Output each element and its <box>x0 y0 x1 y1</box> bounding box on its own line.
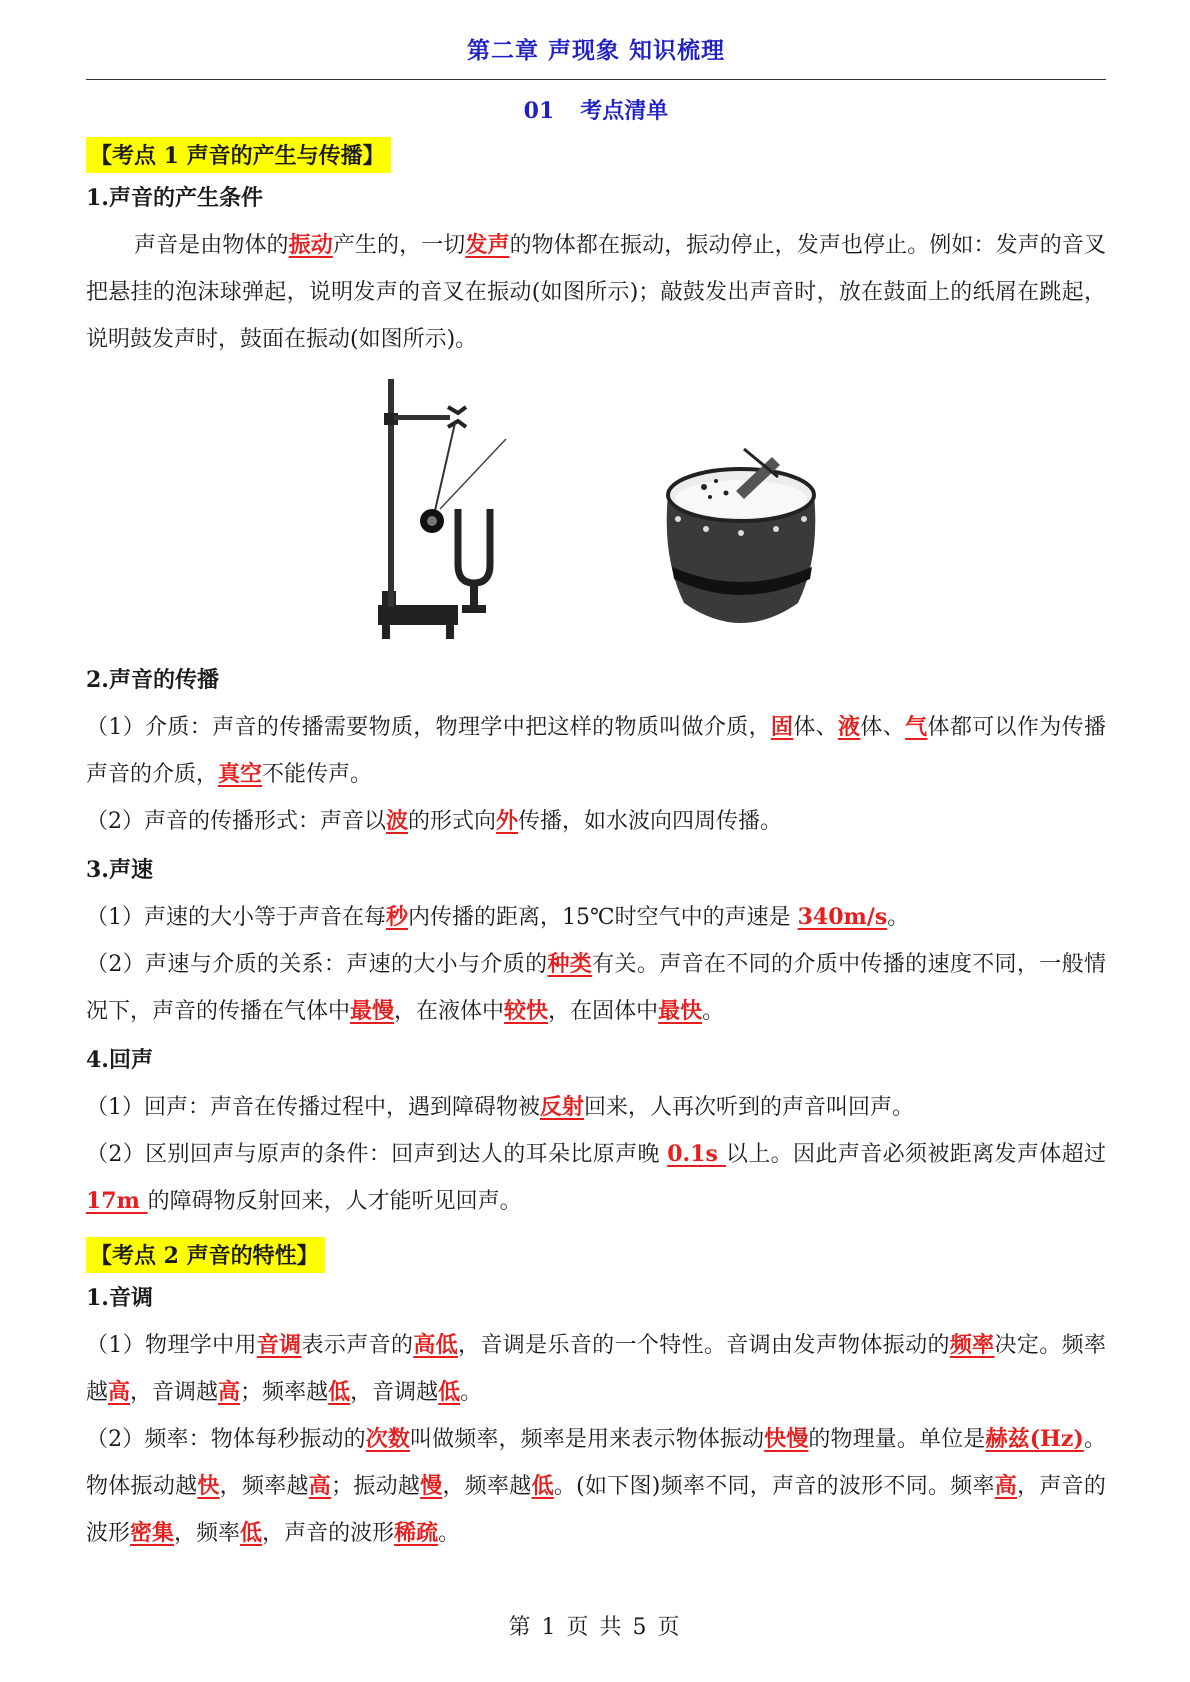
text-segment: ；振动越 <box>331 1474 421 1499</box>
text-segment: 不能传声。 <box>262 762 373 787</box>
text-segment: 。物体振动越 <box>86 1427 1106 1499</box>
answer-blank: 快慢 <box>764 1426 809 1452</box>
text-segment: 的形式向 <box>408 809 497 834</box>
text-segment: 表示声音的 <box>301 1333 414 1358</box>
kp1-s4-p1 <box>86 1084 1106 1131</box>
answer-blank: 音调 <box>256 1332 302 1358</box>
kp2-s1-title: 1.音调 <box>86 1285 153 1311</box>
text-segment: （2）声速与介质的关系：声速的大小与介质的 <box>86 952 548 977</box>
answer-blank: 17m <box>86 1188 148 1214</box>
answer-blank: 高 <box>994 1473 1018 1499</box>
text-segment: ，音调越 <box>350 1380 439 1405</box>
text-segment: 。(如下图)频率不同，声音的波形不同。频率 <box>553 1474 995 1499</box>
answer-blank: 慢 <box>420 1473 443 1499</box>
kp1-s4-p2 <box>86 1131 1106 1225</box>
text-segment: ，在固体中 <box>548 999 659 1024</box>
text-segment: 体、 <box>793 715 839 740</box>
text-segment: ，频率越 <box>442 1474 532 1499</box>
answer-blank: 稀疏 <box>394 1520 439 1546</box>
text-segment: 体、 <box>860 715 906 740</box>
text-segment: 的物理量。单位是 <box>808 1427 986 1452</box>
kp1-s3-title: 3.声速 <box>86 857 153 883</box>
kp1-s2-p2 <box>86 798 1106 845</box>
answer-blank: 最快 <box>658 998 703 1024</box>
answer-blank: 快 <box>197 1473 220 1499</box>
text-segment: 以上。因此声音必须被距离发声体超过 <box>725 1142 1106 1167</box>
text-segment: 声音是由物体的 <box>134 233 289 258</box>
answer-blank: 低 <box>438 1379 461 1405</box>
kp1-label: 【考点 1 声音的产生与传播】 <box>86 137 391 173</box>
answer-blank: 高低 <box>413 1332 459 1358</box>
answer-blank: 低 <box>531 1473 554 1499</box>
text-segment: 产生的，一切 <box>332 233 466 258</box>
answer-blank: 真空 <box>218 761 263 787</box>
answer-blank: 外 <box>496 808 519 834</box>
text-segment: 回来，人再次听到的声音叫回声。 <box>584 1095 915 1120</box>
page-title: 第二章 声现象 知识梳理 <box>466 37 725 64</box>
answer-blank: 种类 <box>547 951 593 977</box>
text-segment: （2）频率：物体每秒振动的 <box>86 1427 366 1452</box>
answer-blank: 340m/s <box>797 904 888 930</box>
kp1-s3-p2 <box>86 941 1106 1035</box>
text-segment: （1）物理学中用 <box>86 1333 257 1358</box>
answer-blank: 低 <box>240 1520 263 1546</box>
text-segment: 。 <box>702 999 725 1024</box>
answer-blank: 0.1s <box>667 1141 726 1167</box>
answer-blank: 高 <box>308 1473 332 1499</box>
section-title <box>86 94 1106 125</box>
header-divider <box>86 79 1106 80</box>
text-segment: ；频率越 <box>240 1380 329 1405</box>
text-segment: 叫做频率，频率是用来表示物体振动 <box>409 1427 765 1452</box>
text-segment: ，在液体中 <box>394 999 505 1024</box>
answer-blank: 密集 <box>130 1520 175 1546</box>
text-segment: 。 <box>887 905 910 930</box>
text-segment: 的障碍物反射回来，人才能听见回声。 <box>147 1189 522 1214</box>
text-segment: 有关。声音在不同的介质中传播的速度不同，一般情况下，声音的传播在气体中 <box>86 952 1106 1024</box>
text-segment: ，声音的波形 <box>86 1474 1106 1546</box>
kp2-s1-p1 <box>86 1322 1106 1416</box>
answer-blank: 高 <box>108 1379 131 1405</box>
answer-blank: 秒 <box>386 904 409 930</box>
kp1-s2-title: 2.声音的传播 <box>86 667 219 693</box>
answer-blank: 固 <box>770 714 794 740</box>
document-page <box>86 0 1106 1557</box>
section-name: 考点清单 <box>580 98 669 124</box>
page-footer: 第 1 页 共 5 页 <box>508 1615 682 1640</box>
text-segment: ，音调是乐音的一个特性。音调由发声物体振动的 <box>458 1333 950 1358</box>
text-segment: （2）声音的传播形式：声音以 <box>86 809 386 834</box>
text-segment: ，音调越 <box>130 1380 219 1405</box>
kp2-s1-p2 <box>86 1416 1106 1557</box>
figure-row <box>86 369 1106 655</box>
kp1-s1-p1 <box>86 222 1106 363</box>
kp1-s3-p1 <box>86 894 1106 941</box>
answer-blank: 次数 <box>365 1426 410 1452</box>
answer-blank: 赫兹(Hz) <box>985 1426 1084 1452</box>
section-number: 01 <box>523 98 555 124</box>
text-segment: 。 <box>460 1380 483 1405</box>
answer-blank: 反射 <box>540 1094 585 1120</box>
text-segment: 传播，如水波向四周传播。 <box>518 809 783 834</box>
text-segment: 决定。频率越 <box>86 1333 1106 1405</box>
answer-blank: 低 <box>328 1379 351 1405</box>
text-segment: 内传播的距离，15℃时空气中的声速是 <box>408 905 798 930</box>
kp2-label: 【考点 2 声音的特性】 <box>86 1237 325 1273</box>
answer-blank: 高 <box>218 1379 241 1405</box>
kp1-s4-title: 4.回声 <box>86 1047 153 1073</box>
answer-blank: 频率 <box>949 1332 995 1358</box>
text-segment: ，频率 <box>174 1521 241 1546</box>
drum-figure <box>656 447 826 637</box>
answer-blank: 较快 <box>504 998 549 1024</box>
kp1-s1-title: 1.声音的产生条件 <box>86 185 263 211</box>
answer-blank: 气 <box>905 714 928 740</box>
text-segment: （1）介质：声音的传播需要物质，物理学中把这样的物质叫做介质， <box>86 715 771 740</box>
text-segment: （1）回声：声音在传播过程中，遇到障碍物被 <box>86 1095 540 1120</box>
text-segment: （1）声速的大小等于声音在每 <box>86 905 386 930</box>
text-segment: 的物体都在振动，振动停止，发声也停止。例如：发声的音叉把悬挂的泡沫球弹起，说明发声的音叉在振动(如图所示)；敲鼓发出声音时，放在鼓面上的纸屑在跳起，说明鼓发声时，鼓面在振动(如图所示)。 <box>86 233 1106 352</box>
kp1-s2-p1 <box>86 704 1106 798</box>
text-segment: ，频率越 <box>219 1474 309 1499</box>
answer-blank: 发声 <box>465 232 510 258</box>
tuning-fork-figure <box>362 369 602 655</box>
answer-blank: 液 <box>838 714 861 740</box>
answer-blank: 最慢 <box>350 998 395 1024</box>
text-segment: 体都可以作为传播声音的介质， <box>86 715 1106 787</box>
answer-blank: 振动 <box>288 232 333 258</box>
text-segment: ，声音的波形 <box>262 1521 395 1546</box>
answer-blank: 波 <box>386 808 409 834</box>
text-segment: 。 <box>438 1521 461 1546</box>
text-segment: （2）区别回声与原声的条件：回声到达人的耳朵比原声晚 <box>86 1142 668 1167</box>
